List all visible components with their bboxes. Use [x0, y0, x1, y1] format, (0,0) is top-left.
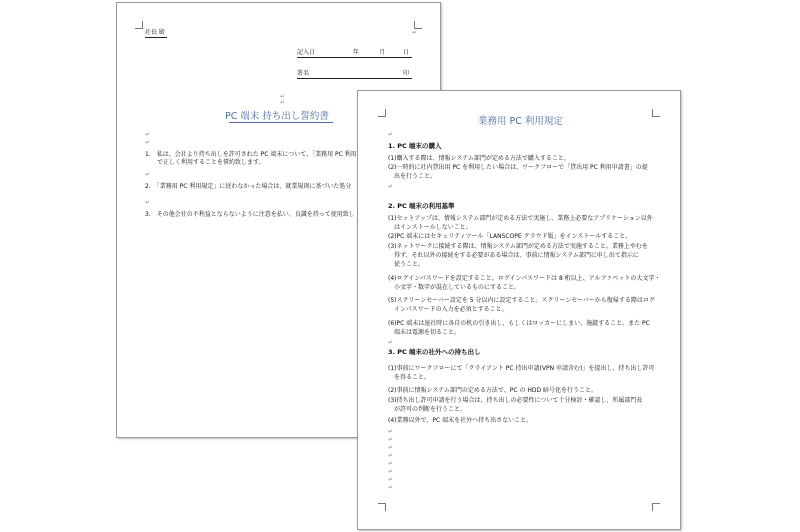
pledge-title: PC 端末 持ち出し誓約書 — [225, 111, 329, 122]
paragraph-mark: ↵ — [388, 468, 394, 475]
rule-line: (3)ネットワークに接続する際は、情報システム部門が定める方法で実施すること。業務上やむを — [388, 243, 648, 250]
pledge-item-3: 3. その他会社の不利益とならないように注意を払い、良識を持って使用致し — [145, 211, 355, 218]
rule-line: 得ず、それ以外の接続をする必要がある場合は、事前に情報システム部門に申し出て指示に — [388, 252, 639, 259]
pledge-item-2: 2. 「業務用 PC 利用規定」に従わなかった場合は、就業規則に基づいた処分 — [145, 183, 352, 190]
pledge-item-1-cont: で正しく利用することを誓約致します。 — [145, 159, 265, 166]
rule-line: 端末は電源を切ること。 — [388, 329, 461, 336]
paragraph-mark: ↵ — [388, 444, 394, 451]
rule-line: 出を行うこと。 — [388, 173, 437, 180]
rule-line: (5)スクリーンセーバー設定を 5 分以内に設定すること。スクリーンセーバーから復帰する際はログ — [388, 297, 655, 304]
rule-line: (3)持ち出し許可申請を行う場合は、持ち出しの必要性について十分検討・確認し、所属部門長 — [388, 397, 643, 404]
rule-line: (2)PC 端末にはセキュリティツール「LANSCOPE クラウド版」をインストールすること。 — [388, 233, 632, 240]
rule-line: はインストールしないこと。 — [388, 224, 472, 231]
date-label: 記入日 — [297, 49, 316, 56]
rules-title: 業務用 PC 利用規定 — [478, 116, 563, 127]
paragraph-mark: ↵ — [388, 484, 394, 491]
rule-line: 小文字・数字が混在しているものにすること。 — [388, 284, 521, 291]
section-heading-3: 3. PC 端末の社外への持ち出し — [388, 348, 481, 356]
rule-line: (4)ログインパスワードを設定すること。ログインパスワードは 8 桁以上、アルファベットの大文字・ — [388, 275, 661, 282]
paragraph-mark: ↵ — [280, 93, 286, 100]
seal-mark: 印 — [403, 70, 410, 77]
crop-mark-top-left — [135, 21, 143, 29]
crop-mark-top-right — [652, 109, 660, 117]
paragraph-mark: ↵ — [412, 29, 418, 36]
paragraph-mark: ↵ — [388, 131, 394, 138]
paragraph-mark: ↵ — [388, 452, 394, 459]
rule-line: が許可の判断を行うこと。 — [388, 406, 467, 413]
paragraph-mark: ↵ — [280, 99, 286, 106]
paragraph-mark: ↵ — [388, 183, 394, 190]
date-underline — [297, 57, 412, 58]
paragraph-mark: ↵ — [145, 131, 151, 138]
paragraph-mark: ↵ — [145, 199, 151, 206]
usage-rules-page — [357, 90, 681, 530]
rule-line: (1)事前にワークフローにて「クライアント PC 持出申請(VPN 申請含む)」を提出し、持ち出し許可 — [388, 365, 655, 372]
addressee-underline — [145, 37, 167, 38]
paragraph-mark: ↵ — [388, 428, 394, 435]
rule-line: インパスワードの入力を必須とすること。 — [388, 306, 508, 313]
crop-mark-top-left — [378, 109, 386, 117]
pledge-title-underline — [229, 122, 333, 123]
signature-underline — [297, 78, 412, 79]
rule-line: (1)購入する際は、情報システム部門が定める方法で購入すること。 — [388, 155, 570, 162]
rule-line: (6)PC 端末は退社時に各自の机の引き出し、もしくはロッカーにしまい、施錠すること。また PC — [388, 320, 650, 327]
section-heading-2: 2. PC 端末の利用基準 — [388, 202, 455, 210]
pledge-item-1: 1. 私は、会社より持ち出しを許可された PC 端末について、「業務用 PC 利用 — [145, 151, 357, 158]
paragraph-mark: ↵ — [388, 476, 394, 483]
rule-line: (2)一時的に社内貸出用 PC を利用したい場合は、ワークフローで「貸出用 PC 利用申請書」の提 — [388, 164, 648, 171]
rule-line: 従うこと。 — [388, 261, 425, 268]
rule-line: (4)業務以外で、PC 端末を社外へ持ち出さないこと。 — [388, 417, 533, 424]
paragraph-mark: ↵ — [145, 139, 151, 146]
crop-mark-bottom-right — [652, 503, 660, 511]
crop-mark-top-right — [414, 21, 422, 29]
paragraph-mark: ↵ — [388, 339, 394, 346]
paragraph-mark: ↵ — [145, 171, 151, 178]
rule-line: (1)セットアップは、情報システム部門が定める方法で実施し、業務上必要なアプリケーション以外 — [388, 215, 653, 222]
rule-line: (2)事前に情報システム部門の定める方法で、PC の HDD 暗号化を行うこと。 — [388, 387, 598, 394]
section-heading-1: 1. PC 端末の購入 — [388, 142, 442, 150]
paragraph-mark: ↵ — [388, 436, 394, 443]
paragraph-mark: ↵ — [388, 460, 394, 467]
rule-line: を得ること。 — [388, 374, 431, 381]
crop-mark-bottom-left — [378, 503, 386, 511]
date-day: 日 — [403, 49, 410, 56]
date-year: 年 — [353, 49, 360, 56]
signature-label: 署名 — [297, 70, 310, 77]
addressee-line: 社長 殿 — [145, 29, 165, 36]
date-month: 月 — [379, 49, 386, 56]
